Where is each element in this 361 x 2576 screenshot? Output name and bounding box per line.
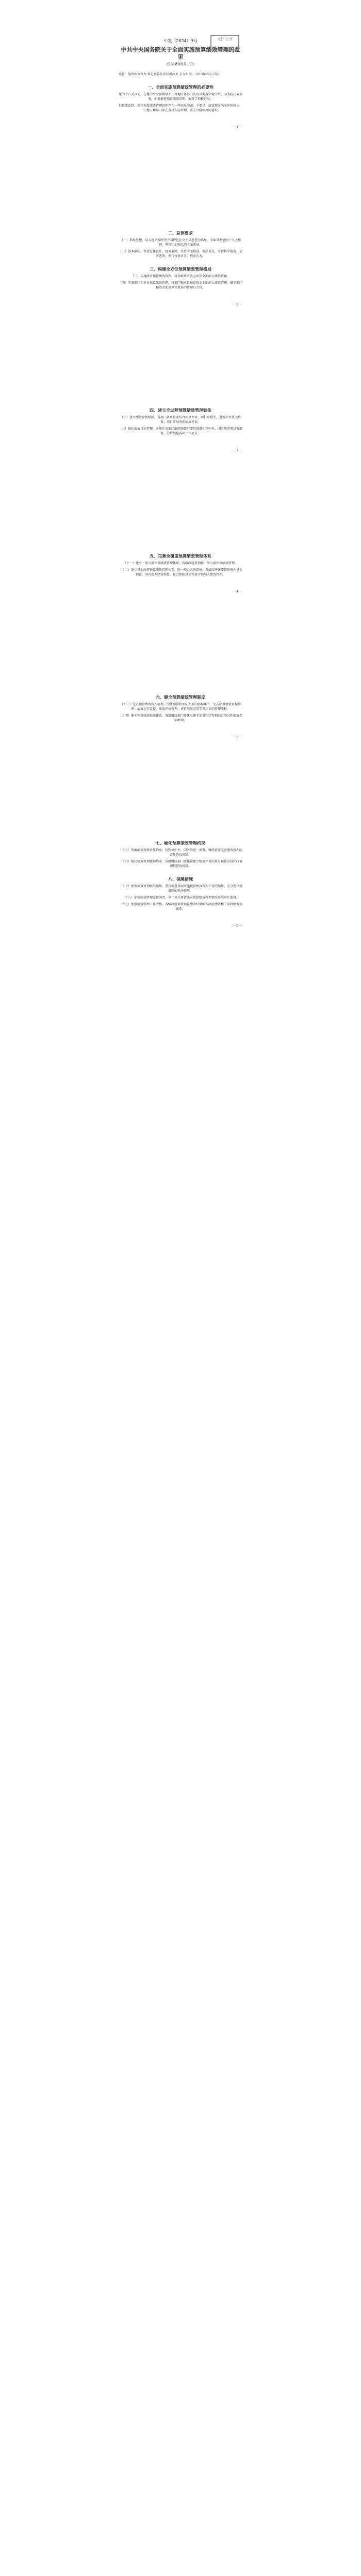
section-7 xyxy=(119,840,242,869)
paragraph: （十九）加强绩效管理工作考核。各级政府要将预算绩效结果纳入政府绩效和干部政绩考核体系。 xyxy=(119,903,243,911)
section-heading: 七、硬化预算绩效管理约束 xyxy=(156,840,205,845)
section-heading: 六、健全预算绩效管理制度 xyxy=(156,694,205,700)
section-heading: 八、保障措施 xyxy=(168,876,193,882)
paragraph: （十二）建立其他政府预算绩效管理体系。除一般公共预算外，各级政府还要将政府性基金预算、国有资本经营预算、社会保险基金预算全部纳入绩效管理。 xyxy=(119,568,243,577)
paragraph: （十四）健全预算绩效标准体系。各级财政部门要建立健全定量和定性相结合的共性绩效指标框架。 xyxy=(119,714,243,722)
page-number: － 3 － xyxy=(232,449,242,452)
paragraph: （二）基本原则。坚持总体设计、统筹兼顾，坚持全面推进、突出重点，坚持科学规范、公开透明，坚持权责对等、约束有力。 xyxy=(119,250,243,258)
page-number: － 2 － xyxy=(232,303,242,307)
section-5 xyxy=(119,553,242,577)
paragraph: （四）实施部门和单位预算绩效管理。将部门和单位预算收支全面纳入绩效管理，赋予部门和资金使用单位更多的管理自主权。 xyxy=(119,281,243,290)
stamp: 文件 公开 xyxy=(210,35,239,50)
page-number: － 1 － xyxy=(232,126,242,129)
paragraph: 党的十八大以来，在党中央坚强领导下，各地区各部门认真贯彻落实党中央、国务院决策部署，积极推进预算绩效管理，取得了积极进展。 xyxy=(119,93,243,101)
document-subtitle: （2018年9月1日） xyxy=(165,62,196,66)
section-heading: 一、全面实施预算绩效管理的必要性 xyxy=(147,84,214,90)
paragraph: （十一）建立一般公共预算绩效管理体系。各级政府要加强一般公共预算绩效管理。 xyxy=(123,562,238,565)
section-4 xyxy=(119,407,242,436)
paragraph: （十八）加强绩效管理监督问责。审计机关要依法对预算绩效管理情况开展审计监督。 xyxy=(121,896,239,900)
header-label: 中发〔2024〕9号 xyxy=(163,39,198,43)
section-3 xyxy=(119,266,242,290)
section-heading: 二、总体要求 xyxy=(168,230,193,235)
section-heading: 四、建立全过程预算绩效管理链条 xyxy=(150,408,211,413)
section-2 xyxy=(119,230,242,259)
document-meta: 预算：加强绩效管理 推进预算管理制度改革 发布时间：2018年09月25日 xyxy=(119,73,220,76)
paragraph: 但也要看到，现行预算绩效管理仍然存在一些突出问题，主要是：绩效理念尚未牢固树立，一些地方和部门存在重投入轻管理、重支出轻绩效的意识。 xyxy=(119,104,243,112)
paragraph: （七）强化绩效目标管理。各地区各部门编制预算时要贯彻落实党中央、国务院各项决策部署，分解细化各项工作要求。 xyxy=(119,427,243,435)
page-number: － 5 － xyxy=(232,736,242,739)
section-8 xyxy=(119,876,242,911)
paragraph: （一）指导思想。以习近平新时代中国特色社会主义思想为指导，全面贯彻党的十九大精神，坚持和加强党的全面领导。 xyxy=(120,239,241,247)
paragraph: （十六）强化绩效管理激励约束。各级财政部门要抓紧建立绩效评价结果与预算安排和政策调整挂钩机制。 xyxy=(119,860,243,868)
paragraph: （六）建立绩效评估机制。各部门各单位要结合预算评审、项目审批等，对新出台重大政策、项目开展事前绩效评估。 xyxy=(120,416,241,424)
page-number: － 4 － xyxy=(232,590,242,594)
document-header xyxy=(119,38,242,928)
section-heading: 五、完善全覆盖预算绩效管理体系 xyxy=(150,553,211,558)
paragraph: （十五）明确绩效管理责任约束。按照党中央、国务院统一部署，财政部要完善绩效管理的责任约束机制。 xyxy=(119,849,243,857)
paragraph: （三）实施政府预算绩效管理。将各级政府收支预算全面纳入绩效管理。 xyxy=(130,275,230,278)
paragraph: （十三）完善预算绩效管理流程。围绕预算管理的主要内容和环节，完善涵盖绩效目标管理、绩效运行监控、绩效评价管理、评价结果应用等各环节的管理流程。 xyxy=(120,703,241,711)
section-1 xyxy=(119,84,242,113)
paragraph: （十七）加强绩效管理组织领导。坚持党对全面实施预算绩效管理工作的领导，充分发挥党组织的领导作用。 xyxy=(119,885,243,893)
section-6 xyxy=(119,694,242,723)
document-title: 中共中央国务院关于全面实施预算绩效管理的意见 xyxy=(121,46,240,60)
page-number: － 6 － xyxy=(232,924,242,928)
section-heading: 三、构建全方位预算绩效管理格局 xyxy=(150,266,211,272)
